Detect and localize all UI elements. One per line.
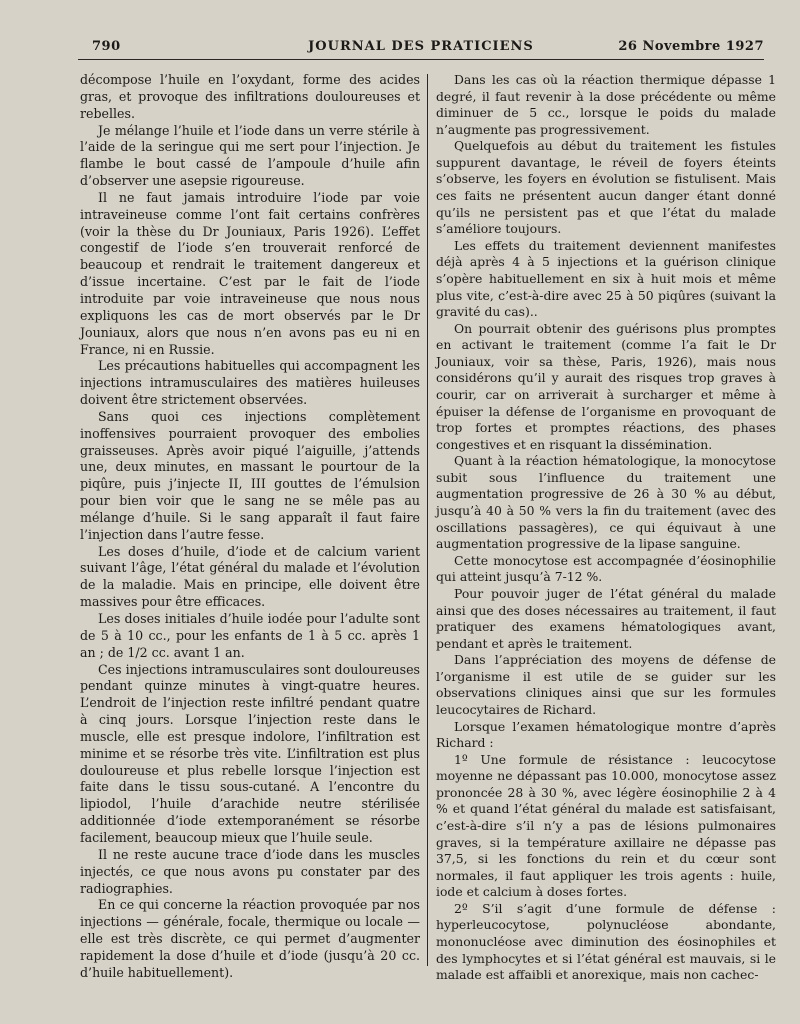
paragraph: Les doses initiales d’huile iodée pour l’adulte sont de 5 à 10 cc., pour les enfants de 1 à 5 cc. après 1 an ; de 1/2 cc. avant 1 an. <box>80 611 420 660</box>
paragraph: Lorsque l’examen hématologique montre d’après Richard : <box>436 718 776 751</box>
paragraph: En ce qui concerne la réaction provoquée par nos injections — générale, focale, thermique ou locale — elle est très discrète, ce qui permet d’augmenter rapidement la dose d’huile et d’iode (jusqu’à 20 cc. d’huile habituellement). <box>80 897 420 980</box>
paragraph: Il ne faut jamais introduire l’iode par voie intraveineuse comme l’ont fait certains confrères (voir la thèse du Dr Jouniaux, Paris 1926). L’effet congestif de l’iode s’en trouverait renforcé de beaucoup et rendrait le traitement dangereux et d’issue incertaine. C’est par le fait de l’iode introduite par voie intraveineuse que nous nous expliquons les cas de mort observés par le Dr Jouniaux, alors que nous n’en avons pas eu ni en France, ni en Russie. <box>80 189 420 357</box>
paragraph: 1º Une formule de résistance : leucocytose moyenne ne dépassant pas 10.000, monocytose assez prononcée 28 à 30 %, avec légère éosinophilie 2 à 4 % et quand l’état général du malade est satisfaisant, c’est-à-dire s’il n’y a pas de lésions pulmonaires graves, si la température axillaire ne dépasse pas 37,5, si les fonctions du rein et du cœur sont normales, il faut appliquer les trois agents : huile, iode et calcium à doses fortes. <box>436 751 776 900</box>
journal-title: JOURNAL DES PRATICIENS <box>308 39 534 54</box>
page-number: 790 <box>92 39 121 54</box>
issue-date: 26 Novembre 1927 <box>618 39 764 54</box>
paragraph: Dans l’appréciation des moyens de défense de l’organisme il est utile de se guider sur les observations cliniques ainsi que sur les formules leucocytaires de Richard. <box>436 652 776 717</box>
paragraph: Ces injections intramusculaires sont douloureuses pendant quinze minutes à vingt-quatre heures. L’endroit de l’injection reste infiltré pendant quatre à cinq jours. Lorsque l’injection reste dans le muscle, elle est presque indolore, l’infiltration est minime et se résorbe très vite. L’infiltration est plus douloureuse et plus rebelle lorsque l’injection est faite dans le tissu sous-cutané. A l’encontre du lipiodol, l’huile d’arachide neutre stérilisée additionnée d’iode extemporanément se résorbe facilement, beaucoup mieux que l’huile seule. <box>80 661 420 845</box>
paragraph: Les effets du traitement deviennent manifestes déjà après 4 à 5 injections et la guérison clinique s’opère habituellement en six à huit mois et même plus vite, c’est-à-dire avec 25 à 50 piqûres (suivant la gravité du cas).. <box>436 237 776 320</box>
paragraph: Dans les cas où la réaction thermique dépasse 1 degré, il faut revenir à la dose précédente ou même diminuer de 5 cc., lorsque le poids du malade n’augmente pas progressivement. <box>436 72 776 137</box>
page-header <box>78 37 764 60</box>
paragraph: Cette monocytose est accompagnée d’éosinophilie qui atteint jusqu’à 7-12 %. <box>436 552 776 585</box>
left-column <box>80 72 420 982</box>
paragraph: Pour pouvoir juger de l’état général du malade ainsi que des doses nécessaires au traitement, il faut pratiquer des examens hématologiques avant, pendant et après le traitement. <box>436 585 776 651</box>
paragraph: décompose l’huile en l’oxydant, forme des acides gras, et provoque des infiltrations douloureuses et rebelles. <box>80 72 420 121</box>
paragraph: Quant à la réaction hématologique, la monocytose subit sous l’influence du traitement une augmentation progressive de 26 à 30 % au début, jusqu’à 40 à 50 % vers la fin du traitement (avec des oscillations passagères), ce qui équivaut à une augmentation progressive de la lipase sanguine. <box>436 453 776 552</box>
right-column <box>436 72 776 984</box>
paragraph: Sans quoi ces injections complètement inoffensives pourraient provoquer des embolies graisseuses. Après avoir piqué l’aiguille, j’attends une, deux minutes, en massant le pourtour de la piqûre, puis j’injecte II, III gouttes de l’émulsion pour bien voir que le sang ne se mêle pas au mélange d’huile. Si le sang apparaît il faut faire l’injection dans l’autre fesse. <box>80 408 420 542</box>
paragraph: Je mélange l’huile et l’iode dans un verre stérile à l’aide de la seringue qui me sert pour l’injection. Je flambe le bout cassé de l’ampoule d’huile afin d’observer une asepsie rigoureuse. <box>80 122 420 189</box>
paragraph: 2º S’il s’agit d’une formule de défense : hyperleucocytose, polynucléose abondante, mononucléose avec diminution des éosinophiles et des lymphocytes et si l’état général est mauvais, si le malade est affaibli et anorexique, mais non cachec- <box>436 900 776 983</box>
paragraph: Les doses d’huile, d’iode et de calcium varient suivant l’âge, l’état général du malade et l’évolution de la maladie. Mais en principe, elle doivent être massives pour être efficaces. <box>80 543 420 610</box>
paragraph: On pourrait obtenir des guérisons plus promptes en activant le traitement (comme l’a fait le Dr Jouniaux, voir sa thèse, Paris, 1926), mais nous considérons qu’il y aurait des risques trop graves à courir, car on arriverait à surcharger et même à épuiser la défense de l’organisme en provoquant de trop fortes et promptes réactions, des phases congestives et en risquant la dissémination. <box>436 320 776 452</box>
paragraph: Quelquefois au début du traitement les fistules suppurent davantage, le réveil de foyers éteints s’observe, les foyers en évolution se fistulisent. Mais ces faits ne présentent aucun danger étant donné qu’ils ne persistent pas et que l’état du malade s’améliore toujours. <box>436 138 776 237</box>
paragraph: Les précautions habituelles qui accompagnent les injections intramusculaires des matières huileuses doivent être strictement observées. <box>80 358 420 408</box>
paragraph: Il ne reste aucune trace d’iode dans les muscles injectés, ce que nous avons pu constater par des radiographies. <box>80 846 420 896</box>
column-divider <box>427 74 428 966</box>
